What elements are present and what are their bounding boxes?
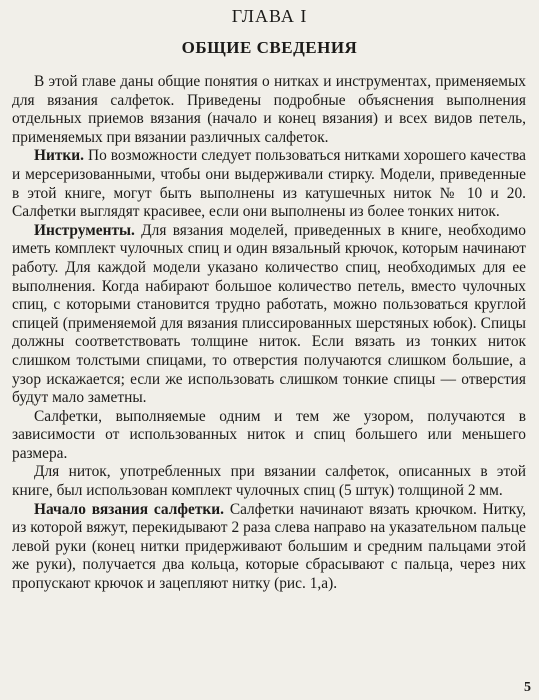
section-title: ОБЩИЕ СВЕДЕНИЯ <box>181 38 358 57</box>
paragraph-lead: Начало вязания салфетки. <box>34 500 225 518</box>
paragraph-intro <box>12 73 526 147</box>
page-number: 5 <box>524 680 531 695</box>
paragraph-lead: Нитки. <box>34 147 84 165</box>
paragraph-text: В этой главе даны общие понятия о нитках и инструментах, применяемых для вязания салфеток. Приведены подробные объяснения выполнения отдельных приемов вязания (начало и конец вязания) и всех видов петель, применяемых при вязании различных салфеток. <box>12 73 526 146</box>
paragraph-start <box>12 501 526 594</box>
paragraph-text: Для вязания моделей, приведенных в книге, необходимо иметь комплект чулочных спиц и один вязальный крючок, которым начинают работу. Для каждой модели указано количество спиц, необходимых для ее выполнения. Когда набирают большое количество петель, вместо чулочных спиц, с которыми становится трудно работать, можно пользоваться круглой спицей (применяемой для вязания плиссированных шерстяных юбок). Спицы должны соответствовать толщине ниток. Если вязать из тонких ниток слишком толстыми спицами, то отверстия получаются слишком большие, а узор искажается; если же использовать слишком тонкие спицы — отверстия будут мало заметны. <box>12 221 526 407</box>
paragraph-threads <box>12 147 526 221</box>
paragraph-tools <box>12 222 526 408</box>
paragraph-text: Для ниток, употребленных при вязании салфеток, описанных в этой книге, был использован комплект чулочных спиц (5 штук) толщиной 2 мм. <box>12 463 526 500</box>
paragraph-text: Салфетки начинают вязать крючком. Нитку, из которой вяжут, перекидывают 2 раза слева направо на указательном пальце левой руки (конец нитки придерживают большим и средним пальцами этой же руки), получается два кольца, которые сбрасывают с пальца, через них пропускают крючок и зацепляют нитку (рис. 1,а). <box>12 500 527 593</box>
paragraph-text: Салфетки, выполняемые одним и тем же узором, получаются в зависимости от использованных ниток и спиц большего или меньшего размера. <box>12 407 526 462</box>
chapter-heading: ГЛАВА I <box>231 6 308 26</box>
paragraph-lead: Инструменты. <box>34 221 135 239</box>
paragraph-text: По возможности следует пользоваться нитками хорошего качества и мерсеризованными, чтобы они выдерживали стирку. Модели, приведенные в этой книге, могут быть выполнены из катушечных ниток № 10 и 20. Салфетки выглядят красивее, если они выполнены из более тонких ниток. <box>12 147 526 221</box>
body-text <box>12 73 526 594</box>
paragraph-needles <box>12 463 526 500</box>
paragraph-size <box>12 408 526 464</box>
